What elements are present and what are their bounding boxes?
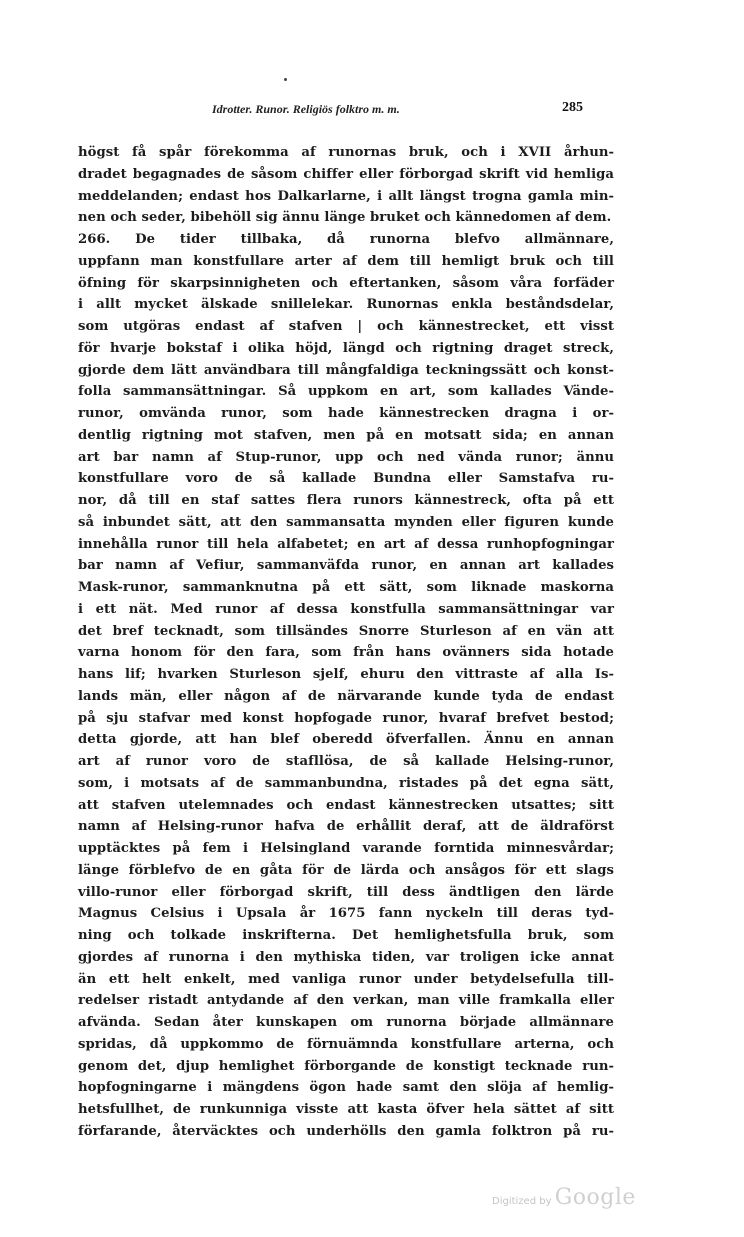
text-line: art bar namn af Stup-runor, upp och ned vända runor; ännu <box>78 449 614 465</box>
text-line: hans lif; hvarken Sturleson sjelf, ehuru den vittraste af alla Is- <box>78 667 614 682</box>
text-line: varna honom för den fara, som från hans ovänners sida hotade <box>78 645 614 661</box>
text-line: afvända. Sedan åter kunskapen om runorna började allmännare <box>78 1015 614 1030</box>
text-line: på sju stafvar med konst hopfogade runor, hvaraf brefvet bestod; <box>78 710 614 726</box>
text-line: att stafven utelemnades och endast kännestrecken utsattes; sitt <box>78 797 614 813</box>
text-line: gjorde dem lätt användbara till mångfaldiga teckningssätt och konst- <box>78 362 614 378</box>
text-line: redelser ristadt antydande af den verkan, man ville framkalla eller <box>78 993 614 1009</box>
running-title: Idrotter. Runor. Religiös folktro m. m. <box>212 102 400 116</box>
ink-speck <box>284 78 287 81</box>
digitization-watermark <box>492 1185 636 1210</box>
text-line: förfarande, återväcktes och underhölls den gamla folktron på ru- <box>78 1123 614 1139</box>
text-line: än ett helt enkelt, med vanliga runor under betydelsefulla till- <box>78 971 614 987</box>
text-line: art af runor voro de stafllösa, de så kallade Helsing-runor, <box>78 754 614 769</box>
watermark-prefix: Digitized by <box>492 1196 552 1207</box>
text-line: för hvarje bokstaf i olika höjd, längd och rigtning draget streck, <box>78 340 614 356</box>
text-line: konstfullare voro de så kallade Bundna eller Samstafva ru- <box>78 471 614 487</box>
text-line: i allt mycket älskade snillelekar. Runornas enkla beståndsdelar, <box>78 297 614 313</box>
text-line: länge förblefvo de en gåta för de lärda och ansågos för ett slags <box>78 862 614 878</box>
text-line: dradet begagnades de såsom chiffer eller förborgad skrift vid hemliga <box>78 166 614 182</box>
section-start-line: 266. De tider tillbaka, då runorna blefvo allmännare, <box>78 232 614 247</box>
text-line: innehålla runor till hela alfabetet; en art af dessa runhopfogningar <box>78 536 614 552</box>
text-line: gjordes af runorna i den mythiska tiden, var troligen icke annat <box>78 949 614 965</box>
text-line: runor, omvända runor, som hade kännestrecken dragna i or- <box>78 406 614 421</box>
text-line: folla sammansättningar. Så uppkom en art, som kallades Vände- <box>78 384 614 400</box>
text-line: uppfann man konstfullare arter af dem till hemligt bruk och till <box>78 253 614 269</box>
text-line: i ett nät. Med runor af dessa konstfulla sammansättningar var <box>78 601 614 617</box>
text-line: högst få spår förekomma af runornas bruk, och i XVII århun- <box>78 145 614 160</box>
text-line: upptäcktes på fem i Helsingland varande forntida minnesvårdar; <box>78 841 614 856</box>
page-number: 285 <box>562 100 583 115</box>
text-line: namn af Helsing-runor hafva de erhållit deraf, att de äldraförst <box>78 819 614 835</box>
text-line: lands män, eller någon af de närvarande kunde tyda de endast <box>78 688 614 704</box>
text-line: hopfogningarne i mängdens ögon hade samt den slöja af hemlig- <box>78 1080 614 1096</box>
text-line: nen och seder, bibehöll sig ännu länge bruket och kännedomen af dem. <box>78 210 612 226</box>
text-line: som, i motsats af de sammanbundna, ristades på det egna sätt, <box>78 775 614 791</box>
watermark-brand: Google <box>554 1185 636 1210</box>
text-line: genom det, djup hemlighet förborgande de konstigt tecknade run- <box>78 1058 614 1074</box>
text-line: hetsfullhet, de runkunniga visste att kasta öfver hela sättet af sitt <box>78 1102 614 1117</box>
text-line: spridas, då uppkommo de förnuämnda konstfullare arterna, och <box>78 1036 614 1052</box>
text-line: villo-runor eller förborgad skrift, till dess ändtligen den lärde <box>78 884 614 900</box>
text-line: det bref tecknadt, som tillsändes Snorre Sturleson af en vän att <box>78 623 614 639</box>
text-line: meddelanden; endast hos Dalkarlarne, i allt längst trogna gamla min- <box>78 188 614 204</box>
text-line: öfning för skarpsinnigheten och eftertanken, såsom våra forfäder <box>78 275 614 291</box>
body-text <box>78 142 614 1143</box>
text-line: Magnus Celsius i Upsala år 1675 fann nyckeln till deras tyd- <box>78 906 614 922</box>
text-line: bar namn af Vefiur, sammanväfda runor, en annan art kallades <box>78 558 614 574</box>
text-line: ning och tolkade inskrifterna. Det hemlighetsfulla bruk, som <box>78 928 614 943</box>
text-line: nor, då till en staf sattes flera runors kännestreck, ofta på ett <box>78 493 614 508</box>
text-line: Mask-runor, sammanknutna på ett sätt, som liknade maskorna <box>78 580 614 595</box>
text-line: detta gjorde, att han blef oberedd öfverfallen. Ännu en annan <box>78 732 614 748</box>
text-line: som utgöras endast af stafven | och kännestrecket, ett visst <box>78 319 614 334</box>
text-line: så inbundet sätt, att den sammansatta mynden eller figuren kunde <box>78 514 614 530</box>
text-line: dentlig rigtning mot stafven, men på en motsatt sida; en annan <box>78 427 614 443</box>
